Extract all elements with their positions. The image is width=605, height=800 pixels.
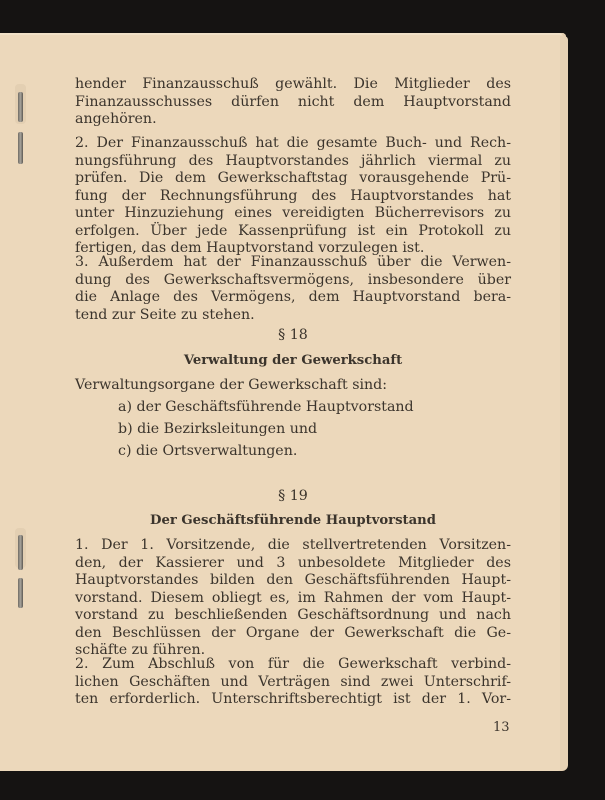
staple-icon	[18, 92, 23, 122]
section-19-paragraph-1	[75, 537, 511, 660]
list-item: c) die Ortsverwaltungen.	[118, 443, 298, 459]
paragraph-continuation	[75, 76, 511, 129]
list-item: b) die Bezirksleitungen und	[118, 421, 318, 437]
text-line: vorstand. Diesem obliegt es, im Rahmen der vom Haupt-	[75, 589, 511, 606]
text-line: hender Finanzausschuß gewählt. Die Mitglieder des	[75, 76, 511, 92]
list-item: a) der Geschäftsführende Hauptvorstand	[118, 399, 414, 415]
staple-icon	[18, 132, 23, 164]
text-line: schäfte zu führen.	[75, 642, 206, 658]
text-line: dung des Gewerkschaftsvermögens, insbesondere über	[75, 271, 511, 288]
text-line: tend zur Seite zu stehen.	[75, 306, 255, 323]
section-18-title: Verwaltung der Gewerkschaft	[183, 353, 403, 368]
text-line: vorstand zu beschließenden Geschäftsordnung und nach	[75, 607, 511, 623]
staple-icon	[18, 535, 23, 570]
text-line: 1. Der 1. Vorsitzende, die stellvertretenden Vorsitzen-	[75, 537, 511, 553]
text-line: ten erforderlich. Unterschriftsberechtigt ist der 1. Vor-	[75, 691, 511, 707]
text-line: den, der Kassierer und 3 unbesoldete Mitglieder des	[75, 554, 511, 571]
staple-icon	[18, 578, 23, 608]
text-line: nungsführung des Hauptvorstandes jährlich viermal zu	[75, 152, 511, 169]
text-line: 3. Außerdem hat der Finanzausschuß über die Verwen-	[75, 254, 511, 270]
paragraph-3	[75, 254, 511, 324]
text-line: erfolgen. Über jede Kassenprüfung ist ein Protokoll zu	[75, 222, 511, 239]
text-line: 2. Zum Abschluß von für die Gewerkschaft verbind-	[75, 656, 511, 672]
text-line: den Beschlüssen der Organe der Gewerkschaft die Ge-	[75, 624, 511, 641]
text-line: Hauptvorstandes bilden den Geschäftsführenden Haupt-	[75, 572, 511, 588]
section-19-title: Der Geschäftsführende Hauptvorstand	[150, 513, 436, 528]
paragraph-2	[75, 135, 511, 258]
text-line: 2. Der Finanzausschuß hat die gesamte Buch- und Rech-	[75, 135, 511, 151]
text-line: die Anlage des Vermögens, dem Hauptvorstand bera-	[75, 289, 511, 305]
text-line: unter Hinzuziehung eines vereidigten Bücherrevisors zu	[75, 205, 511, 221]
text-line: prüfen. Die dem Gewerkschaftstag vorausgehende Prü-	[75, 170, 511, 186]
text-line: fung der Rechnungsführung des Hauptvorstandes hat	[75, 187, 511, 204]
section-18-number: § 18	[278, 327, 308, 343]
text-line: lichen Geschäften und Verträgen sind zwei Unterschrif-	[75, 673, 511, 690]
page-edge	[560, 36, 568, 771]
section-19-paragraph-2	[75, 656, 511, 709]
text-line: angehören.	[75, 111, 157, 127]
text-line: fertigen, das dem Hauptvorstand vorzulegen ist.	[75, 240, 425, 256]
page-number: 13	[493, 720, 510, 735]
section-19-number: § 19	[278, 488, 308, 504]
text-line: Finanzausschusses dürfen nicht dem Hauptvorstand	[75, 93, 511, 110]
section-18-intro: Verwaltungsorgane der Gewerkschaft sind:	[75, 377, 388, 393]
